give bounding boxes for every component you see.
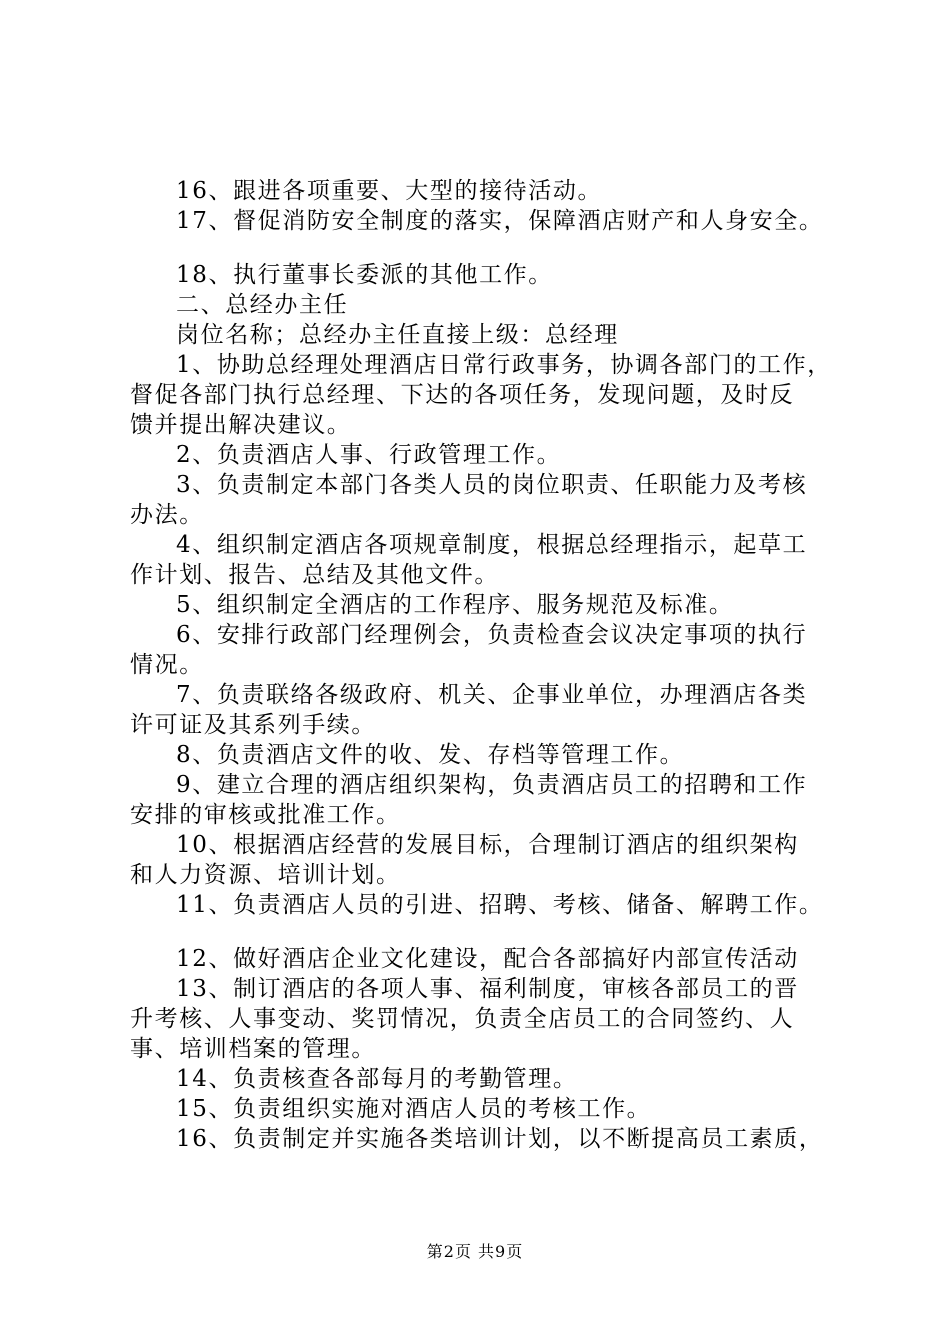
text-line: 8、负责酒店文件的收、发、存档等管理工作。	[176, 742, 685, 768]
text-line: 18、执行董事长委派的其他工作。	[176, 262, 553, 288]
document-body	[130, 176, 850, 1154]
text-line: 12、做好酒店企业文化建设，配合各部搞好内部宣传活动	[176, 946, 799, 972]
text-line: 4、组织制定酒店各项规章制度，根据总经理指示，起草工	[176, 532, 808, 558]
text-line: 许可证及其系列手续。	[130, 712, 376, 738]
text-line: 二、总经办主任	[176, 292, 349, 318]
text-line: 1、协助总经理处理酒店日常行政事务，协调各部门的工作，	[176, 352, 832, 378]
text-line: 和人力资源、培训计划。	[130, 862, 401, 888]
text-line: 情况。	[130, 652, 204, 678]
text-line: 升考核、人事变动、奖罚情况，负责全店员工的合同签约、人	[130, 1006, 795, 1032]
text-line: 督促各部门执行总经理、下达的各项任务，发现问题，及时反	[130, 382, 795, 408]
text-line: 10、根据酒店经营的发展目标，合理制订酒店的组织架构	[176, 832, 799, 858]
paragraph-gap	[130, 236, 850, 260]
text-line: 馈并提出解决建议。	[130, 412, 352, 438]
text-line: 15、负责组织实施对酒店人员的考核工作。	[176, 1096, 652, 1122]
text-line: 岗位名称；总经办主任直接上级：总经理	[176, 322, 619, 348]
text-line: 14、负责核查各部每月的考勤管理。	[176, 1066, 578, 1092]
text-line: 9、建立合理的酒店组织架构，负责酒店员工的招聘和工作	[176, 772, 808, 798]
text-line: 16、负责制定并实施各类培训计划，以不断提高员工素质，	[176, 1126, 824, 1152]
text-line: 3、负责制定本部门各类人员的岗位职责、任职能力及考核	[176, 472, 808, 498]
text-line: 事、培训档案的管理。	[130, 1036, 376, 1062]
page-footer: 第2页 共9页	[426, 1242, 524, 1261]
text-line: 6、安排行政部门经理例会，负责检查会议决定事项的执行	[176, 622, 808, 648]
text-line: 办法。	[130, 502, 204, 528]
text-line: 7、负责联络各级政府、机关、企事业单位，办理酒店各类	[176, 682, 808, 708]
text-line: 13、制订酒店的各项人事、福利制度，审核各部员工的晋	[176, 976, 799, 1002]
text-line: 2、负责酒店人事、行政管理工作。	[176, 442, 562, 468]
text-line: 11、负责酒店人员的引进、招聘、考核、储备、解聘工作。	[176, 892, 824, 918]
text-line: 作计划、报告、总结及其他文件。	[130, 562, 499, 588]
text-line: 17、督促消防安全制度的落实，保障酒店财产和人身安全。	[176, 208, 824, 234]
text-line: 16、跟进各项重要、大型的接待活动。	[176, 178, 603, 204]
text-line: 安排的审核或批准工作。	[130, 802, 401, 828]
text-line: 5、组织制定全酒店的工作程序、服务规范及标准。	[176, 592, 734, 618]
paragraph-gap	[130, 920, 850, 944]
